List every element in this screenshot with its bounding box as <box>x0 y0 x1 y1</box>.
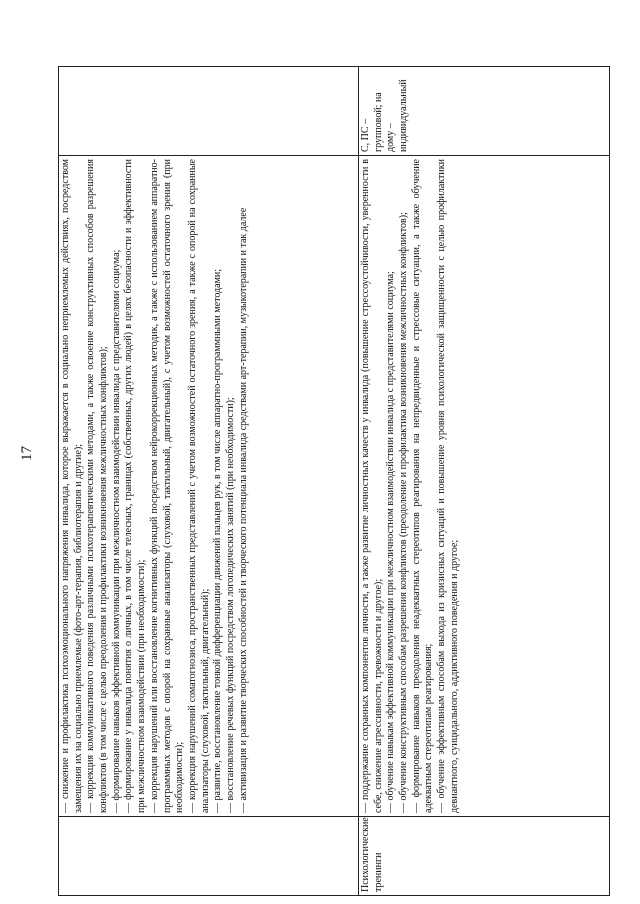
list-item: — коррекция нарушений или восстановление когнитивных функций посредством нейрокоррекционных методик, а также с использованием аппаратно-программных методов с опорой на сохранные анализаторы (слуховой, тактильный, двигательный), с учетом возможностей остаточного зрения (при необходимости); <box>148 159 186 813</box>
list-item: — формирование навыков преодоления неадекватных стереотипов реагирования на непредвиденные и стрессовые ситуации, а также обучение адекватным стереотипам реагирования; <box>410 159 435 813</box>
list-item: — коррекция нарушений соматогнозиса, пространственных представлений с учетом возможностей остаточного зрения, а также с опорой на сохранные анализаторы (слуховой, тактильный, двигательный); <box>186 159 211 813</box>
cell-service-content <box>59 156 359 817</box>
list-item: — формирование навыков эффективной коммуникации при межличностном взаимодействии инвалида с представителями социума; <box>110 249 122 813</box>
table-row <box>359 67 610 896</box>
list-item: — обучение конструктивным способам разрешения конфликтов (преодоление и профилактика возникновения межличностных конфликтов); <box>398 212 410 813</box>
list-item: — снижение и профилактика психоэмоционального напряжения инвалида, которое выражается в социально неприемлемых действиях, посредством замещения их на социально приемлемые (фото-арт-терапия, библиотерапия и другие); <box>60 159 84 813</box>
cell-service-form <box>59 67 359 156</box>
list-item: — обучение навыкам эффективной коммуникации при межличностном взаимодействии инвалида с представителями социума; <box>385 271 397 813</box>
list-item: — поддержание сохранных компонентов личности, а также развитие личностных качеств у инвалида (повышение стрессоустойчивости, уверенности в себе, снижение агрессивности, тревожности и другое); <box>360 159 384 813</box>
list-item: — обучение эффективным способам выхода из кризисных ситуаций и повышение уровня психологической защищенности с целью профилактики девиантного, суицидального, аддиктивного поведения и другое; <box>436 159 460 813</box>
list-item: — активизация и развитие творческих способностей и творческого потенциала инвалида средствами арт-терапии, музыкотерапии и так далее <box>237 207 249 813</box>
cell-service-content <box>359 156 610 817</box>
list-item: — восстановление речевых функций посредством логопедических занятий (при необходимости); <box>224 397 236 813</box>
cell-service-name <box>59 817 359 896</box>
list-item: — развитие, восстановление тонкой дифференциации движений пальцев рук, в том числе аппаратно-программными методами; <box>212 268 224 813</box>
table-row <box>59 67 359 896</box>
cell-service-name: Психологические тренинги <box>359 817 610 896</box>
list-item: — коррекция коммуникативного поведения различными психотерапевтическими методами, а также освоение конструктивных способов разрешения конфликтов (в том числе с целью преодоления и профилактики возникновения межличностных конфликтов); <box>85 159 110 813</box>
cell-service-form: С, ПС – групповой; на дому – индивидуальный <box>359 67 610 156</box>
page-number: 17 <box>19 446 35 461</box>
services-table <box>58 66 610 896</box>
list-item: — формирование у инвалида понятия о личных, в том числе телесных, границах (собственных, других людей) в целях безопасности и эффективности при межличностном взаимодействии (при необходимости); <box>123 159 148 813</box>
